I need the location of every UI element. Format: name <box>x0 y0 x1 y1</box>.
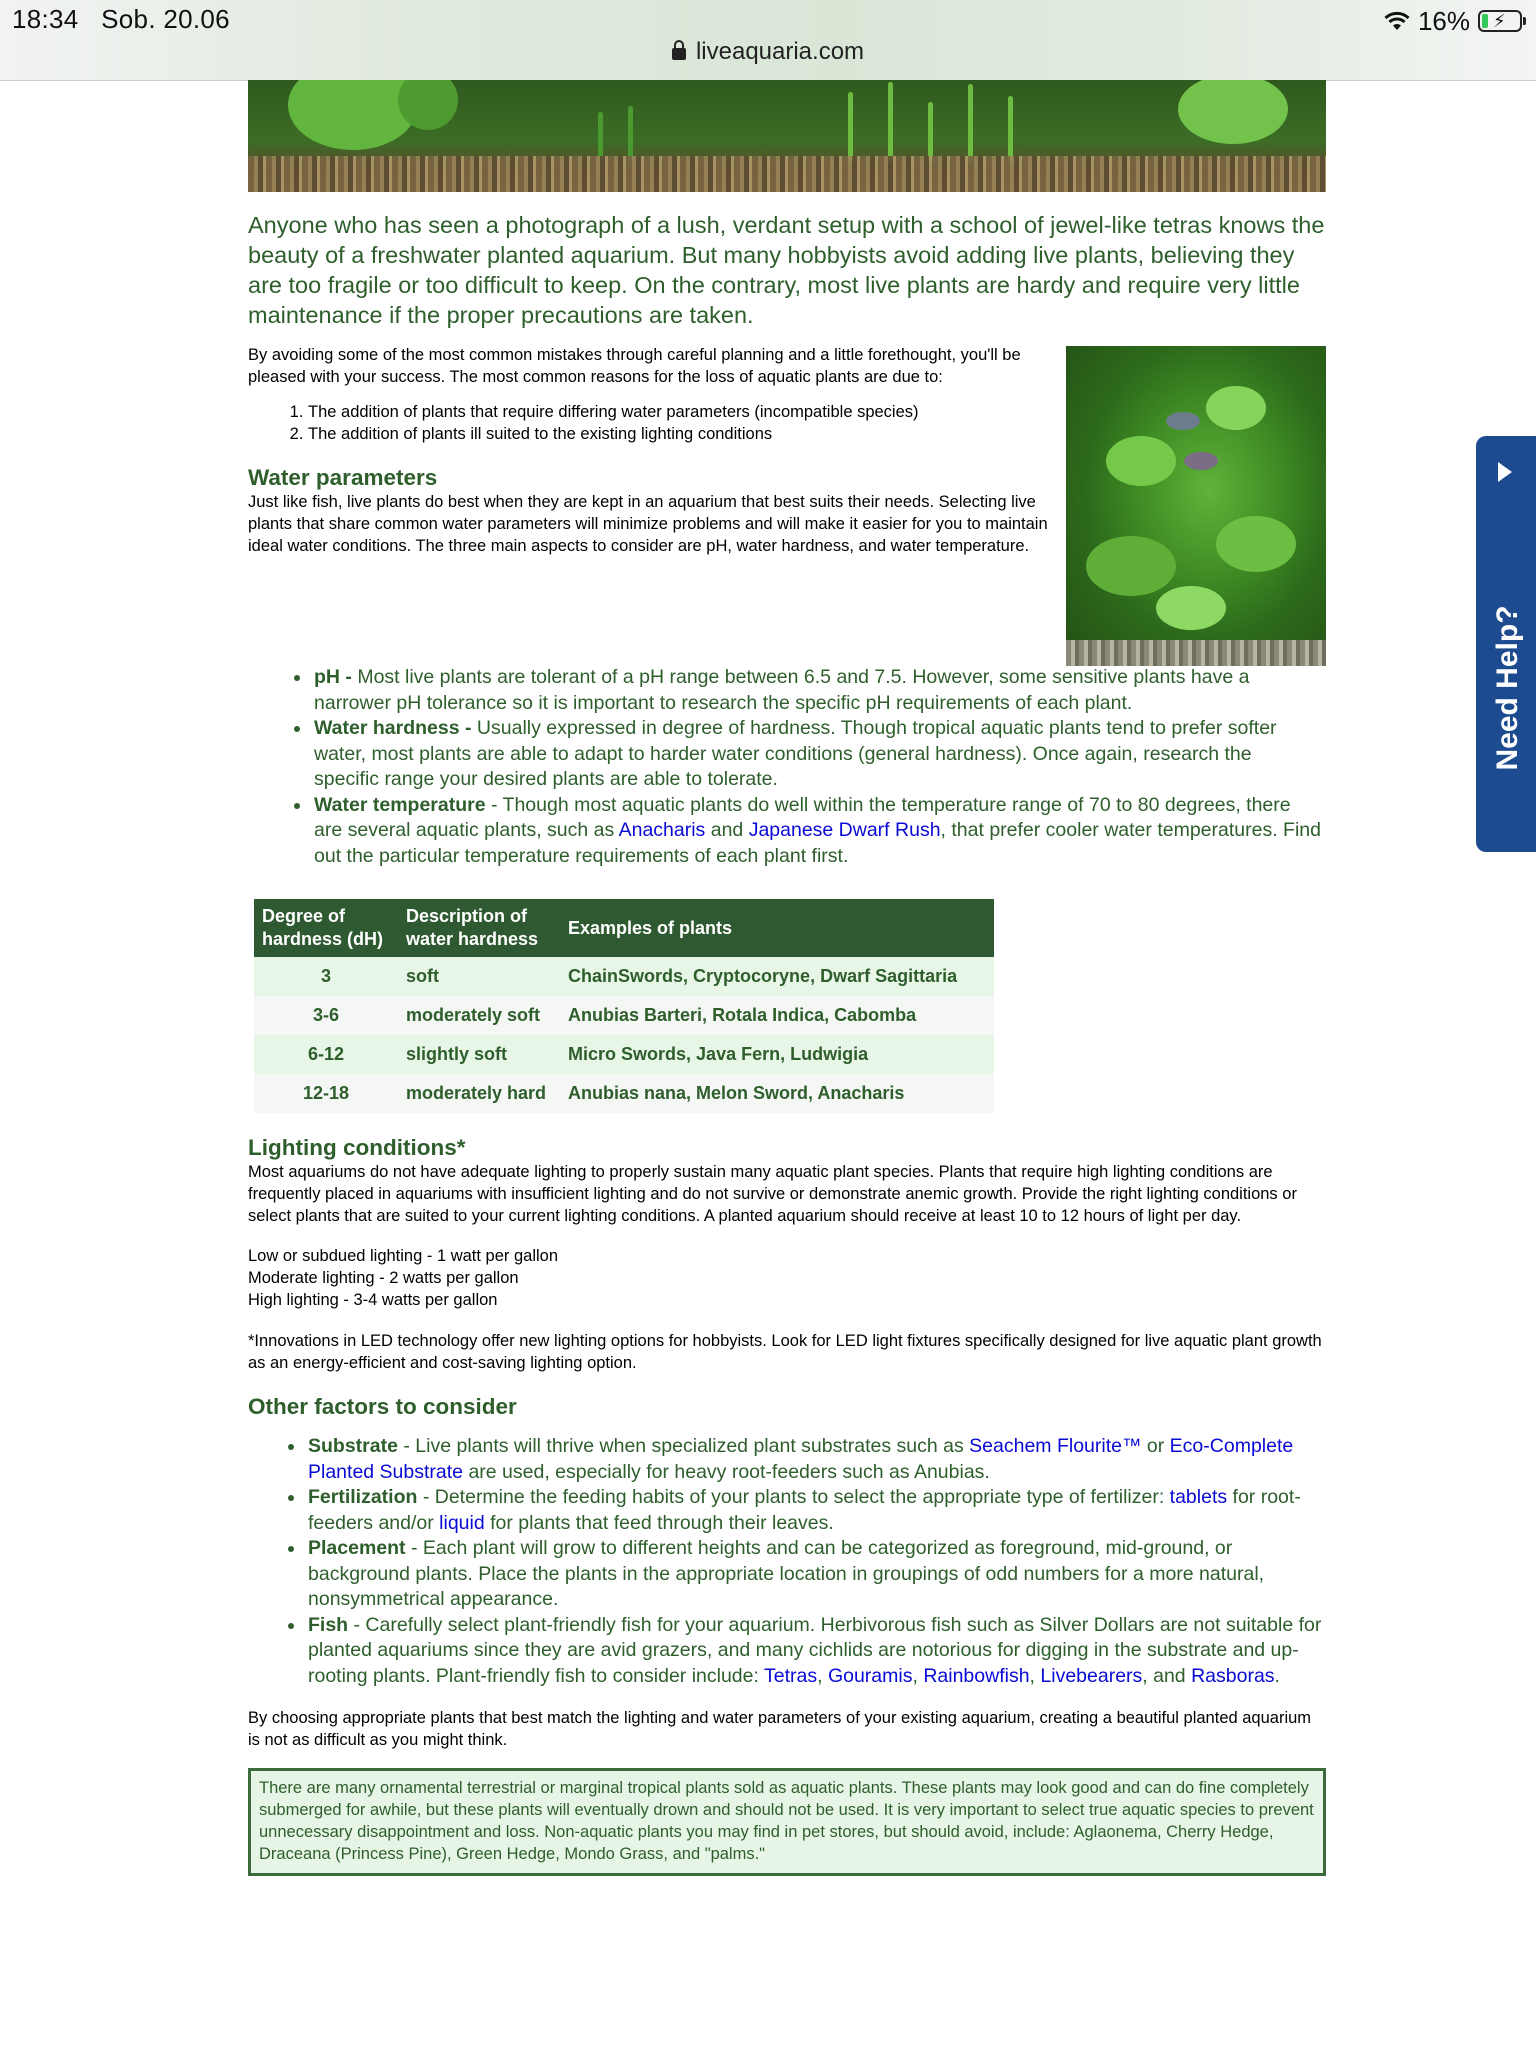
plant-name: ChainSwords <box>568 966 684 986</box>
hardness-dh-cell: 3-6 <box>254 996 398 1035</box>
hardness-dh-cell: 6-12 <box>254 1035 398 1074</box>
lighting-levels <box>248 1245 1326 1311</box>
table-row <box>254 1074 994 1113</box>
article <box>248 80 1326 1876</box>
list-item-fish: • Fish - Carefully select plant-friendly fish for your aquarium. Herbivorous fish such as Silver Dollars are not suitable for planted aquariums since they are avid grazers, and many cichlids are notorious for digging in the substrate and up-rooting plants. Plant-friendly fish to consider include: Tetras, Gouramis, Rainbowfish, Livebearers, and Rasboras. <box>306 1613 1326 1690</box>
plant-name: Dwarf Sagittaria <box>820 966 958 986</box>
status-right <box>1384 4 1522 38</box>
hardness-description-cell: moderately hard <box>398 1074 560 1113</box>
list-item: 1. The addition of plants that require differing water parameters (incompatible species) <box>308 401 1068 423</box>
plant-name: Ludwigia <box>790 1044 869 1064</box>
water-hardness-table <box>254 899 994 1113</box>
url-text: liveaquaria.com <box>695 38 865 65</box>
list-item-substrate: • Substrate - Live plants will thrive when specialized plant substrates such as Seachem Flourite™ or Eco-Complete Planted Substrate are used, especially for heavy root-feeders such as Anubias. <box>306 1434 1326 1485</box>
column-header: Description of water hardness <box>398 899 560 957</box>
lock-icon <box>672 48 686 60</box>
water-parameters-paragraph: Just like fish, live plants do best when they are kept in an aquarium that best suits their needs. Selecting live plants that share common water parameters will minimize problems and will make it easier for you to maintain ideal water conditions. The three main aspects to consider are pH, water hardness, and water temperature. <box>248 493 1048 555</box>
hardness-description-cell: soft <box>398 957 560 996</box>
rainbowfish-link[interactable]: Rainbowfish <box>923 1664 1030 1687</box>
hardness-dh-cell: 12-18 <box>254 1074 398 1113</box>
other-factors-heading: Other factors to consider <box>248 1394 517 1419</box>
intro-paragraph: Anyone who has seen a photograph of a lush, verdant setup with a school of jewel-like tetras knows the beauty of a freshwater planted aquarium. But many hobbyists avoid adding live plants, believing they are too fragile or too difficult to keep. On the contrary, most live plants are hardy and require very little maintenance if the proper precautions are taken. <box>248 212 1325 328</box>
water-parameters-heading: Water parameters <box>248 465 438 490</box>
hardness-description-cell: moderately soft <box>398 996 560 1035</box>
livebearers-link[interactable]: Livebearers <box>1040 1664 1143 1687</box>
need-help-label: Need Help? <box>1491 605 1524 771</box>
lighting-paragraph: Most aquariums do not have adequate lighting to properly sustain many aquatic plant species. Plants that require high lighting conditions are frequently placed in aquariums with insufficient lighting and do not survive or demonstrate anemic growth. Provide the right lighting conditions or select plants that are suited to your current lighting conditions. A planted aquarium should receive at least 10 to 12 hours of light per day. <box>248 1163 1297 1225</box>
rasboras-link[interactable]: Rasboras <box>1191 1664 1275 1687</box>
plant-name: Anubias nana <box>568 1083 687 1103</box>
common-mistakes-paragraph: By avoiding some of the most common mistakes through careful planning and a little forethought, you'll be pleased with your success. The most common reasons for the loss of aquatic plants are due to: <box>248 346 1021 386</box>
example-plants-cell: Anubias Barteri, Rotala Indica, Cabomba <box>560 996 994 1035</box>
lighting-heading: Lighting conditions* <box>248 1135 466 1160</box>
plant-name: Anacharis <box>817 1083 905 1103</box>
status-date: Sob. 20.06 <box>101 4 230 34</box>
status-time-date <box>12 4 230 35</box>
plant-name: Java Fern <box>696 1044 781 1064</box>
table-row <box>254 1035 994 1074</box>
table-row <box>254 996 994 1035</box>
lighting-level-low: Low or subdued lighting - 1 watt per gallon <box>248 1247 559 1265</box>
plant-name: Melon Sword <box>696 1083 809 1103</box>
address-bar[interactable] <box>0 38 1536 66</box>
column-header: Degree of hardness (dH) <box>254 899 398 957</box>
closing-paragraph: By choosing appropriate plants that best match the lighting and water parameters of your existing aquarium, creating a beautiful planted aquarium is not as difficult as you might think. <box>248 1709 1312 1749</box>
plant-name: Anubias Barteri <box>568 1005 703 1025</box>
status-time: 18:34 <box>12 4 79 34</box>
plant-name: Cabomba <box>834 1005 917 1025</box>
seachem-flourite-link[interactable]: Seachem Flourite™ <box>969 1435 1142 1457</box>
column-header: Examples of plants <box>560 899 994 957</box>
japanese-dwarf-rush-link[interactable]: Japanese Dwarf Rush <box>748 819 941 841</box>
battery-level <box>1482 14 1488 28</box>
example-plants-cell: ChainSwords, Cryptocoryne, Dwarf Sagittaria <box>560 957 994 996</box>
tetras-link[interactable]: Tetras <box>763 1664 818 1687</box>
lighting-level-high: High lighting - 3-4 watts per gallon <box>248 1291 498 1309</box>
led-note: *Innovations in LED technology offer new lighting options for hobbyists. Look for LED light fixtures specifically designed for live aquatic plant growth as an energy-efficient and cost-saving lighting option. <box>248 1332 1322 1372</box>
hero-aquarium-image <box>248 80 1326 192</box>
list-item-fertilization: • Fertilization - Determine the feeding habits of your plants to select the appropriate type of fertilizer: tablets for root-feeders and/or liquid for plants that feed through their leaves. <box>306 1485 1326 1536</box>
intro-text-column <box>248 344 1068 557</box>
browser-top-bar <box>0 0 1536 81</box>
wifi-icon <box>1384 11 1410 31</box>
hardness-dh-cell: 3 <box>254 957 398 996</box>
battery-icon <box>1478 10 1522 32</box>
need-help-tab[interactable] <box>1476 436 1536 852</box>
tablets-link[interactable]: tablets <box>1169 1486 1228 1508</box>
triangle-right-icon <box>1498 462 1512 482</box>
non-aquatic-plants-note: There are many ornamental terrestrial or marginal tropical plants sold as aquatic plants. These plants may look good and can do fine completely submerged for awhile, but these plants will eventually drown and should not be used. It is very important to select true aquatic species to prevent unnecessary disappointment and loss. Non-aquatic plants you may find in pet stores, but should avoid, include: Aglaonema, Cherry Hedge, Draceana (Princess Pine), Green Hedge, Mondo Grass, and "palms." <box>248 1768 1326 1876</box>
table-header-row <box>254 899 994 957</box>
example-plants-cell: Micro Swords, Java Fern, Ludwigia <box>560 1035 994 1074</box>
eco-complete-link[interactable]: Eco-Complete Planted Substrate <box>308 1435 1294 1483</box>
battery-percent: 16% <box>1417 5 1470 36</box>
gouramis-link[interactable]: Gouramis <box>827 1664 913 1687</box>
anacharis-link[interactable]: Anacharis <box>618 819 706 841</box>
loss-reasons-list <box>248 401 1068 445</box>
lighting-level-moderate: Moderate lighting - 2 watts per gallon <box>248 1269 519 1287</box>
hardness-description-cell: slightly soft <box>398 1035 560 1074</box>
list-item: 2. The addition of plants ill suited to the existing lighting conditions <box>308 423 1068 445</box>
liquid-link[interactable]: liquid <box>439 1511 485 1534</box>
list-item-temperature: • Water temperature - Though most aquatic plants do well within the temperature range of 70 to 80 degrees, there are several aquatic plants, such as Anacharis and Japanese Dwarf Rush, that prefer cooler water temperatures. Find out the particular temperature requirements of each plant first. <box>312 793 1322 870</box>
list-item-hardness: • Water hardness - Usually expressed in degree of hardness. Though tropical aquatic plants tend to prefer softer water, most plants are able to adapt to harder water conditions (general hardness). Once again, research the specific range your desired plants are able to tolerate. <box>312 716 1322 793</box>
charging-bolt-icon: ⚡ <box>1493 11 1506 31</box>
plant-name: Rotala Indica <box>712 1005 825 1025</box>
list-item-ph: • pH - Most live plants are tolerant of a pH range between 6.5 and 7.5. However, some sensitive plants have a narrower pH tolerance so it is important to research the specific pH requirements of each plant. <box>312 665 1322 716</box>
table-row <box>254 957 994 996</box>
example-plants-cell: Anubias nana, Melon Sword, Anacharis <box>560 1074 994 1113</box>
plant-name: Cryptocoryne <box>693 966 811 986</box>
list-item-placement: • Placement - Each plant will grow to different heights and can be categorized as foreground, mid-ground, or background plants. Place the plants in the appropriate location in groupings of odd numbers for a more natural, nonsymmetrical appearance. <box>306 1536 1326 1613</box>
plant-name: Micro Swords <box>568 1044 687 1064</box>
other-factors-list <box>248 1434 1326 1689</box>
water-parameters-list <box>248 665 1322 869</box>
planted-tank-image <box>1066 346 1326 666</box>
